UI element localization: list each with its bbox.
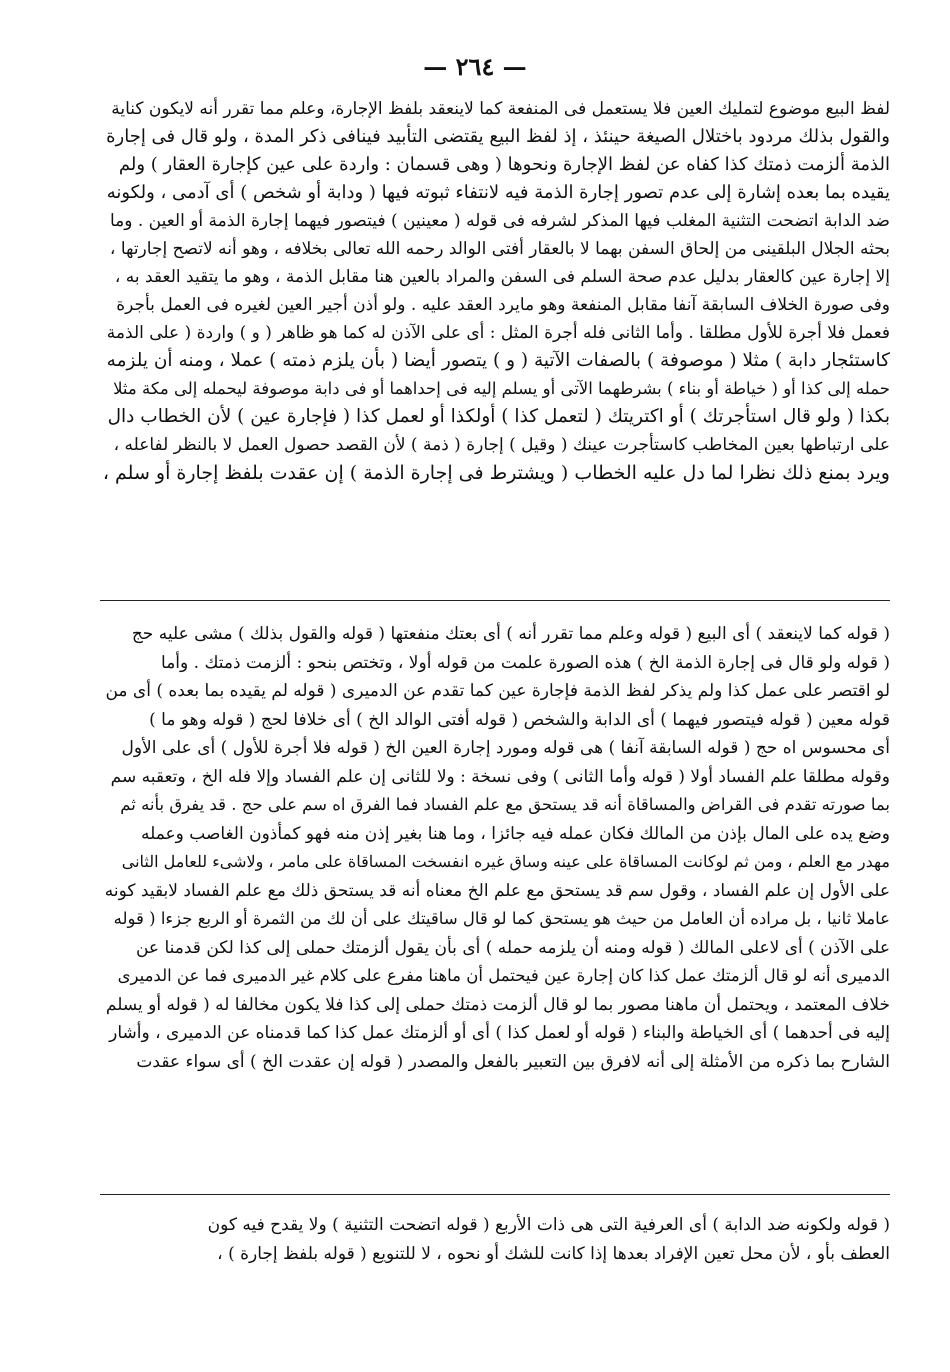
commentary-block — [100, 620, 890, 1076]
commentary-line: مهدر مع العلم ، ومن ثم لوكانت المساقاة على عينه وساق غيره انفسخت المساقاة على مامر ، ولاشىء للعامل الثانى — [121, 852, 890, 871]
commentary-line: قوله معين ( قوله فيتصور فيهما ) أى الدابة والشخص ( قوله أفتى الوالد الخ ) أى خلافا لحج ( قوله وهو ما ) — [149, 709, 890, 730]
main-text-line: ويرد بمنع ذلك نظرا لما دل عليه الخطاب ( ويشترط فى إجارة الذمة ) إن عقدت بلفظ إجارة أو سلم ، — [102, 462, 890, 484]
commentary-line: ( قوله ولو قال فى إجارة الذمة الخ ) هذه الصورة علمت من قوله أولا ، وتختص بنحو : ألزمت ذمتك . وأما — [161, 652, 890, 673]
commentary-footnote-line: العطف بأو ، لأن محل تعين الإفراد بعدها إذا كانت للشك أو نحوه ، لا للتنويع ( قوله بلفظ إجارة ) ، — [217, 1243, 890, 1264]
main-text-line: وفى صورة الخلاف السابقة آنفا مقابل المنفعة وهو مايرد العقد عليه . ولو أذن أجير العين لغيره فى العمل بأجرة — [116, 295, 890, 315]
commentary-footnote-block — [100, 1211, 890, 1268]
main-text-line: والقول بذلك مردود باختلال الصيغة حينئذ ، إذ لفظ البيع يقتضى التأبيد فينافى ذكر المدة ، ولو قال فى إجارة — [106, 126, 890, 147]
page-number: — ٢٦٤ — — [423, 52, 527, 81]
commentary-footnote-line: ( قوله ولكونه ضد الدابة ) أى العرفية التى هى ذات الأربع ( قوله اتضحت التثنية ) ولا يقدح فيه كون — [207, 1215, 890, 1235]
commentary-line: على الآذن ) أى لاعلى المالك ( قوله ومنه أن يلزمه حمله ) أى بأن يقول ألزمتك حملى إلى كذا لكن قدمنا عن — [135, 937, 890, 958]
separator-rule — [100, 1194, 890, 1195]
commentary-line: وقوله مطلقا علم الفساد أولا ( قوله وأما الثانى ) وفى نسخة : ولا للثانى إن علم الفساد وإلا فله الخ ، وتعقبه سم — [110, 766, 890, 787]
main-text-line: يقيده بما بعده إشارة إلى عدم تصور إجارة الذمة فيه لانتفاء ثبوته فيها ( ودابة أو شخص ) أى آدمى ، ولكونه — [106, 182, 890, 203]
main-text-line: حمله إلى كذا أو ( خياطة أو بناء ) بشرطهما الآتى أو يسلم إليه فى إحداهما أو فى دابة موصوفة ليحمله إلى مكة مثلا — [113, 379, 890, 398]
main-text-line: الذمة ألزمت ذمتك كذا كفاه عن لفظ الإجارة ونحوها ( وهى قسمان : واردة على عين كإجارة العقار ) ولم — [118, 154, 890, 175]
commentary-line: على الأول إن علم الفساد ، وقول سم قد يستحق مع علم الخ معناه أنه قد يستحق ذلك مع علم الفساد لابقيد كونه — [104, 880, 890, 901]
commentary-line: بما صورته تقدم فى القراض والمساقاة أنه قد يستحق مع علم الفساد فما الفرق اه سم على حج . قد يفرق بأنه ثم — [120, 795, 890, 814]
main-text-line: فعمل فلا أجرة للأول مطلقا . وأما الثانى فله أجرة المثل : أى على الآذن له كما هو ظاهر ( و ) واردة ( على الذمة — [106, 323, 890, 343]
commentary-line: إليه فى أحدهما ) أى الخياطة والبناء ( قوله أو لعمل كذا ) أى أو ألزمتك عمل كذا كما قدمناه عن الدميرى ، وأشار — [109, 1023, 890, 1043]
main-text-line: ضد الدابة اتضحت التثنية المغلب فيها المذكر لشرفه فى قوله ( معينين ) فيتصور فيهما إجارة الذمة أو العين . وما — [109, 211, 890, 231]
main-text-line: بحثه الجلال البلقينى من إلحاق السفن بهما لا بالعقار أفتى الوالد رحمه الله تعالى بخلافه ، وهو أنه لاتصح إجارتها ، — [109, 239, 890, 259]
commentary-line: وضع يده على المال بإذن من المالك فكان عمله فيه جائزا ، وما هنا بغير إذن منه فهو كمأذون الغاصب وعمله — [140, 823, 890, 844]
commentary-line: أى محسوس اه حج ( قوله السابقة آنفا ) هى قوله ومورد إجارة العين الخ ( قوله فلا أجرة للأول ) أى على الأول — [121, 738, 890, 758]
separator-rule — [100, 600, 890, 601]
commentary-line: الشارح بما ذكره من الأمثلة إلى أنه لافرق بين التعبير بالفعل والمصدر ( قوله إن عقدت الخ ) أى سواء عقدت — [136, 1051, 890, 1072]
main-text-line: لفظ البيع موضوع لتمليك العين فلا يستعمل فى المنفعة كما لاينعقد بلفظ الإجارة، وعلم مما تقرر أنه لايكون كناية — [111, 99, 890, 119]
main-text-line: كاستئجار دابة ) مثلا ( موصوفة ) بالصفات الآتية ( و ) يتصور أيضا ( بأن يلزم ذمته ) عملا ، ومنه أن يلزمه — [106, 350, 890, 371]
commentary-line: الدميرى أنه لو قال ألزمتك عمل كذا كان إجارة عين فيحتمل أن ماهنا مفرع على كلام غير الدميرى فما عن الدميرى — [117, 966, 890, 985]
main-text-line: إلا إجارة عين كالعقار بدليل عدم صحة السلم فى السفن والمراد بالعين هنا مقابل الذمة ، وهو ما يتقيد العقد به ، — [114, 267, 890, 287]
commentary-line: عاملا ثانيا ، بل مراده أن العامل من حيث هو يستحق كما لو قال ساقيتك على أن لك من الثمرة أو الربع جزءا ( قوله — [113, 909, 890, 928]
commentary-line: خلاف المعتمد ، ويحتمل أن ماهنا مصور بما لو قال ألزمت ذمتك حملى إلى كذا فلا يكون مخالفا له ( قوله أو يسلم — [105, 994, 890, 1015]
commentary-line: لو اقتصر على عمل كذا ولم يذكر لفظ الذمة فإجارة عين كما تقدم عن الدميرى ( قوله لم يقيده بما بعده ) أى من — [105, 681, 890, 701]
commentary-line: ( قوله كما لاينعقد ) أى البيع ( قوله وعلم مما تقرر أنه ) أى بعتك منفعتها ( قوله والقول بذلك ) مشى عليه حج — [131, 624, 890, 644]
main-text-line: على ارتباطها بعين المخاطب كاستأجرت عينك ( وقيل ) إجارة ( ذمة ) لأن القصد حصول العمل لا بالنظر لفاعله ، — [113, 435, 890, 455]
main-text-block — [100, 95, 890, 487]
main-text-line: بكذا ( ولو قال استأجرتك ) أو اكتريتك ( لتعمل كذا ) أولكذا أو لعمل كذا ( فإجارة عين ) لأن الخطاب دال — [107, 406, 890, 427]
